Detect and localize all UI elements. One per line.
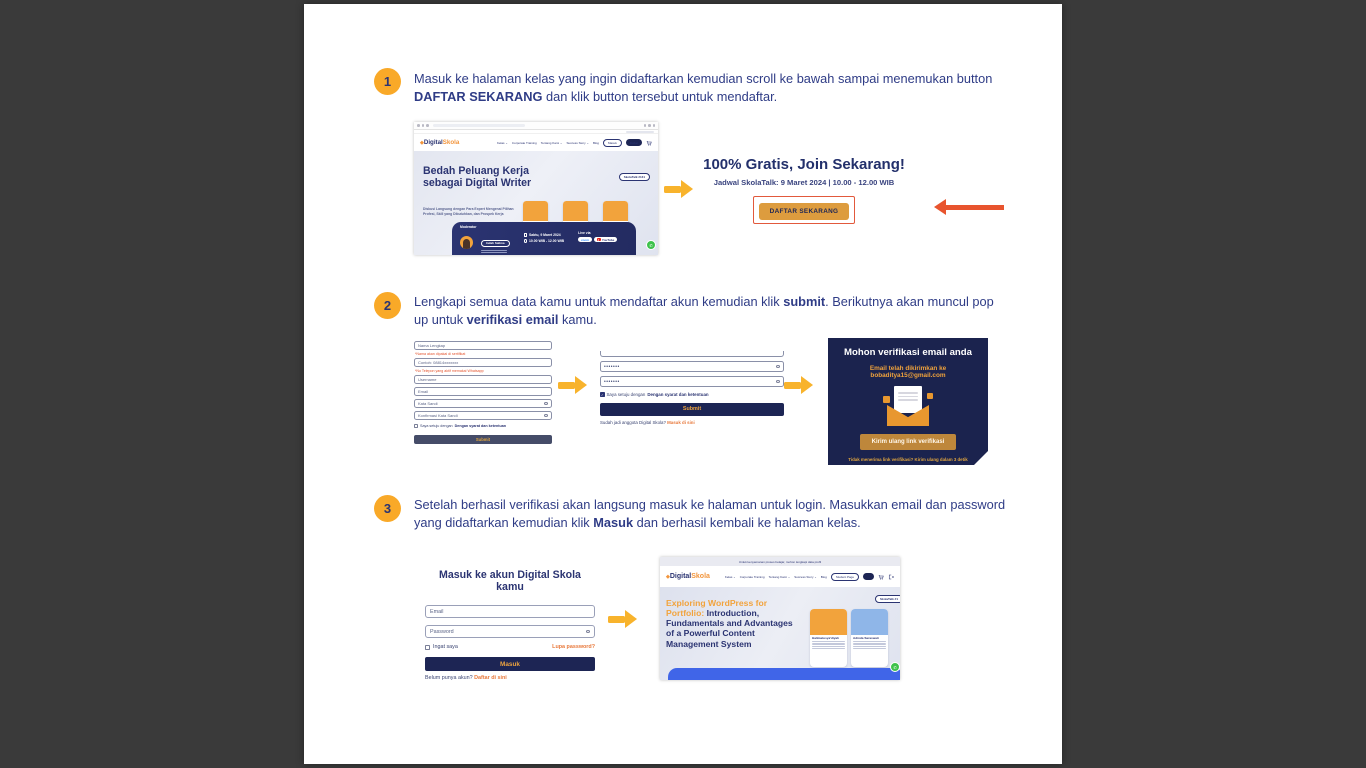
logo-mark-icon: ◆ <box>666 574 670 580</box>
password-filled-field[interactable] <box>600 361 784 372</box>
nav-item-blog[interactable]: Blog <box>592 140 599 145</box>
envelope-illustration <box>882 386 934 426</box>
moderator-name: Indah Salima <box>481 240 510 247</box>
arrow-left-icon <box>934 199 1004 215</box>
logout-icon[interactable] <box>888 574 894 580</box>
corner-decoration <box>974 451 988 465</box>
login-password-input[interactable] <box>430 629 586 635</box>
join-schedule: Jadwal SkolaTalk: 9 Maret 2024 | 10.00 - 12.00 WIB <box>713 178 895 187</box>
nav-item-kelas[interactable]: Kelas ⌄ <box>497 140 508 145</box>
terms-link[interactable]: Dengan syarat dan ketentuan <box>647 392 709 397</box>
verify-title: Mohon verifikasi email anda <box>844 347 972 358</box>
step-1-text <box>414 70 1006 105</box>
step-2-badge <box>374 292 401 319</box>
nav-item-corporate-training[interactable]: Corporate Training <box>511 140 537 145</box>
arrow-right-icon <box>558 376 587 394</box>
eye-icon[interactable] <box>776 380 781 383</box>
nama-validation-note: *Nama akan dipakai di sertifikat <box>415 351 466 356</box>
verify-email-popup <box>828 338 988 465</box>
screenshot-logged-in-class-page <box>660 557 900 680</box>
class-title: Bedah Peluang Kerja sebagai Digital Writer <box>423 165 532 189</box>
agree-text: Saya setuju dengan <box>606 392 646 397</box>
cart-icon[interactable] <box>878 574 884 580</box>
skolatalk-badge: SkolaTalk #1 <box>875 595 900 603</box>
step-2-number: 2 <box>383 298 392 313</box>
forgot-password-link[interactable]: Lupa password? <box>552 644 595 650</box>
speaker-name: Halimatusya'diyah <box>812 635 840 640</box>
eye-icon[interactable] <box>586 630 591 633</box>
nav-item-tentang-kami[interactable]: Tentang Kami ⌄ <box>768 574 791 579</box>
moderator-label: Moderator <box>460 225 477 229</box>
agree-text: Saya setuju dengan <box>420 424 453 428</box>
username-input[interactable] <box>418 377 548 382</box>
speaker-photo <box>603 201 628 221</box>
masuk-button[interactable]: Masuk <box>603 139 622 147</box>
daftar-di-sini-link[interactable]: Daftar di sini <box>474 675 507 681</box>
profile-reminder-banner: Untuk kenyamanan proses belajar, mohon lengkapi data profil <box>660 557 900 566</box>
eye-icon[interactable] <box>544 402 549 405</box>
live-via-label: Live via <box>578 231 591 235</box>
moderator-avatar <box>460 236 473 249</box>
register-form-empty <box>414 341 552 463</box>
browser-menu-icon[interactable] <box>653 124 656 127</box>
youtube-label: YouTube <box>601 237 615 242</box>
hero-section <box>660 587 900 680</box>
submit-button[interactable]: Submit <box>414 435 552 444</box>
envelope-decoration <box>927 393 933 399</box>
step-1-number: 1 <box>383 74 392 89</box>
envelope-decoration <box>883 396 890 403</box>
kata-sandi-input[interactable] <box>418 401 544 406</box>
speaker-name: Adinda Saraswati <box>853 635 879 640</box>
step-2-text-part: kamu. <box>558 311 597 327</box>
highlight-outline <box>753 196 856 224</box>
hero-section <box>414 151 658 255</box>
email-field[interactable] <box>414 387 552 396</box>
document-page <box>304 4 1062 764</box>
logo-text-digital: Digital <box>423 139 443 146</box>
masuk-button[interactable]: Masuk <box>425 657 595 671</box>
moderator-bar <box>452 222 636 255</box>
browser-back-icon[interactable] <box>417 124 420 127</box>
confirm-password-filled-field[interactable] <box>600 376 784 387</box>
step-1-text-part: dan klik button tersebut untuk mendaftar. <box>542 88 778 104</box>
login-password-field[interactable] <box>425 625 595 638</box>
daftar-sekarang-button[interactable]: DAFTAR SEKARANG <box>759 203 850 220</box>
whatsapp-icon[interactable]: ✆ <box>890 662 900 672</box>
step-2-text-bold: verifikasi email <box>466 311 559 327</box>
speaker-photo <box>563 201 588 221</box>
youtube-play-icon <box>597 238 601 241</box>
nav-item-success-story[interactable]: Success Story ⌄ <box>794 574 817 579</box>
class-title <box>666 598 798 649</box>
agree-row <box>600 392 784 397</box>
step-3-badge <box>374 495 401 522</box>
resend-verification-button[interactable]: Kirim ulang link verifikasi <box>860 434 957 450</box>
username-field[interactable] <box>414 375 552 384</box>
kata-sandi-field[interactable] <box>414 399 552 408</box>
event-time: 10.00 WIB - 12.00 WIB <box>529 239 565 243</box>
speaker-photo <box>851 609 888 635</box>
section-bar <box>668 668 900 680</box>
live-via-block <box>578 231 617 253</box>
step-3-text-part: dan berhasil kembali ke halaman kelas. <box>633 514 861 530</box>
arrow-right-icon <box>608 610 637 628</box>
zoom-badge: zoom <box>578 237 592 242</box>
nav-item-kelas[interactable]: Kelas ⌄ <box>724 574 736 579</box>
site-nav <box>497 139 652 147</box>
verify-subtitle: Email telah dikirimkan ke bobaditya15@gmail.com <box>869 365 947 379</box>
nav-item-tentang-kami[interactable]: Tentang Kami ⌄ <box>540 140 563 145</box>
screenshot-class-landing-page <box>414 122 658 255</box>
speaker-card <box>810 609 847 667</box>
whatsapp-icon[interactable]: ✆ <box>646 240 656 250</box>
speaker-card <box>851 609 888 667</box>
step-1-text-part: Masuk ke halaman kelas yang ingin didaftarkan kemudian scroll ke bawah sampai menemukan button <box>414 71 993 86</box>
step-2-text-bold: submit <box>783 294 826 309</box>
step-3-text-part: Setelah berhasil verifikasi akan langsung masuk ke halaman untuk login. Masukkan email dan password yang didaftarkan kemudian klik <box>414 497 1006 530</box>
nav-item-blog[interactable]: Blog <box>820 574 827 579</box>
browser-toolbar <box>414 122 658 130</box>
login-hint-text: Sudah jadi anggota Digital Skola? <box>600 419 668 425</box>
cart-icon[interactable] <box>646 140 652 146</box>
masuk-di-sini-link[interactable]: Masuk di sini <box>667 419 695 425</box>
telepon-field[interactable] <box>414 358 552 367</box>
class-title-orange: Exploring WordPress for Portfolio: <box>666 598 768 619</box>
arrow-right-icon <box>784 376 813 394</box>
site-header <box>660 566 900 587</box>
clock-icon <box>524 239 528 243</box>
browser-address-bar[interactable] <box>433 124 525 128</box>
browser-refresh-icon[interactable] <box>426 124 429 127</box>
digitalskola-logo[interactable] <box>420 139 459 146</box>
step-2-text-part: Lengkapi semua data kamu untuk mendaftar akun kemudian klik <box>414 294 784 309</box>
browser-forward-icon[interactable] <box>422 124 425 127</box>
remember-label: Ingat saya <box>433 644 458 650</box>
eye-icon[interactable] <box>544 414 549 417</box>
resend-countdown-note: Tidak menerima link verifikasi? Kirim ulang dalam 3 detik <box>848 457 968 462</box>
login-options-row <box>425 644 595 650</box>
step-1-badge <box>374 68 401 95</box>
moderator-description <box>481 250 510 253</box>
agree-checkbox-checked[interactable]: ✓ <box>600 392 604 397</box>
speaker-photo <box>810 609 847 635</box>
step-3-text <box>414 496 1006 531</box>
register-hint-text: Belum punya akun? <box>425 675 475 681</box>
telepon-validation-note: *No Telepon yang aktif memakai Whatsapp <box>415 368 484 373</box>
konfirmasi-kata-sandi-input[interactable] <box>418 413 544 418</box>
konfirmasi-kata-sandi-field[interactable] <box>414 411 552 420</box>
email-input[interactable] <box>418 389 548 394</box>
login-title: Masuk ke akun Digital Skola kamu <box>439 569 581 593</box>
register-hint <box>425 675 595 681</box>
skolatalk-badge: SkolaTalk #131 <box>619 173 650 181</box>
site-header <box>414 134 658 151</box>
login-email-field[interactable] <box>425 605 595 618</box>
youtube-badge <box>594 237 617 242</box>
digitalskola-logo[interactable] <box>666 573 710 580</box>
step-3-text-bold: Masuk <box>593 514 634 530</box>
submit-button[interactable]: Submit <box>600 403 784 416</box>
profile-button[interactable]: ··· <box>863 573 874 580</box>
speaker-photo <box>523 201 548 221</box>
event-date: Sabtu, 9 Maret 2024 <box>529 233 561 237</box>
eye-icon[interactable] <box>776 365 781 368</box>
join-section <box>690 156 918 224</box>
password-dots: ••••••• <box>604 378 620 385</box>
step-1-text-bold: DAFTAR SEKARANG <box>414 88 543 104</box>
daftar-button[interactable]: Daftar <box>626 139 642 146</box>
schedule-block <box>524 231 565 253</box>
logo-text-skola: Skola <box>442 139 460 146</box>
student-page-button[interactable]: Student Page <box>831 573 859 581</box>
telepon-input[interactable] <box>418 360 548 365</box>
arrow-right-icon <box>664 180 693 198</box>
agree-checkbox[interactable] <box>414 424 418 428</box>
nama-lengkap-field[interactable] <box>414 341 552 350</box>
nav-item-success-story[interactable]: Success Story ⌄ <box>566 140 589 145</box>
browser-profile-icon[interactable] <box>648 124 651 127</box>
calendar-icon <box>524 233 528 237</box>
logo-text-digital: Digital <box>669 573 692 580</box>
nav-item-corporate-training[interactable]: Corporate Training <box>739 574 765 579</box>
step-3-number: 3 <box>383 501 392 516</box>
agree-row <box>414 424 552 428</box>
terms-link[interactable]: Dengan syarat dan ketentuan <box>454 424 507 428</box>
moderator-info <box>481 231 510 253</box>
letter-sheet <box>894 386 922 413</box>
partial-field[interactable] <box>600 351 784 357</box>
speaker-description <box>810 641 847 649</box>
join-title: 100% Gratis, Join Sekarang! <box>703 156 905 173</box>
site-nav <box>725 573 894 581</box>
register-form-filled <box>600 351 784 447</box>
login-hint <box>600 420 784 425</box>
step-2-text-part: . Berikutnya akan muncul pop up untuk <box>414 294 994 327</box>
browser-extension-icon[interactable] <box>644 124 647 127</box>
remember-checkbox[interactable] <box>425 645 430 650</box>
password-dots: ••••••• <box>604 363 620 370</box>
logo-text-skola: Skola <box>691 573 710 580</box>
nama-lengkap-input[interactable] <box>418 343 548 348</box>
class-subtitle: Diskusi Langsung dengan Para Expert Mengenal Pilihan Profesi, Skill yang Dibutuhkan, dan Prospek Kerja <box>423 207 514 217</box>
bookmark-item[interactable] <box>626 131 654 133</box>
login-email-input[interactable] <box>430 609 590 615</box>
login-form <box>425 569 595 681</box>
moderator-block <box>460 225 510 253</box>
step-2-text <box>414 293 1006 328</box>
class-title-navy: Introduction, Fundamentals and Advantages of a Powerful Content Management System <box>666 608 793 649</box>
logo-mark-icon: ◆ <box>420 140 424 146</box>
speaker-description <box>851 641 888 649</box>
